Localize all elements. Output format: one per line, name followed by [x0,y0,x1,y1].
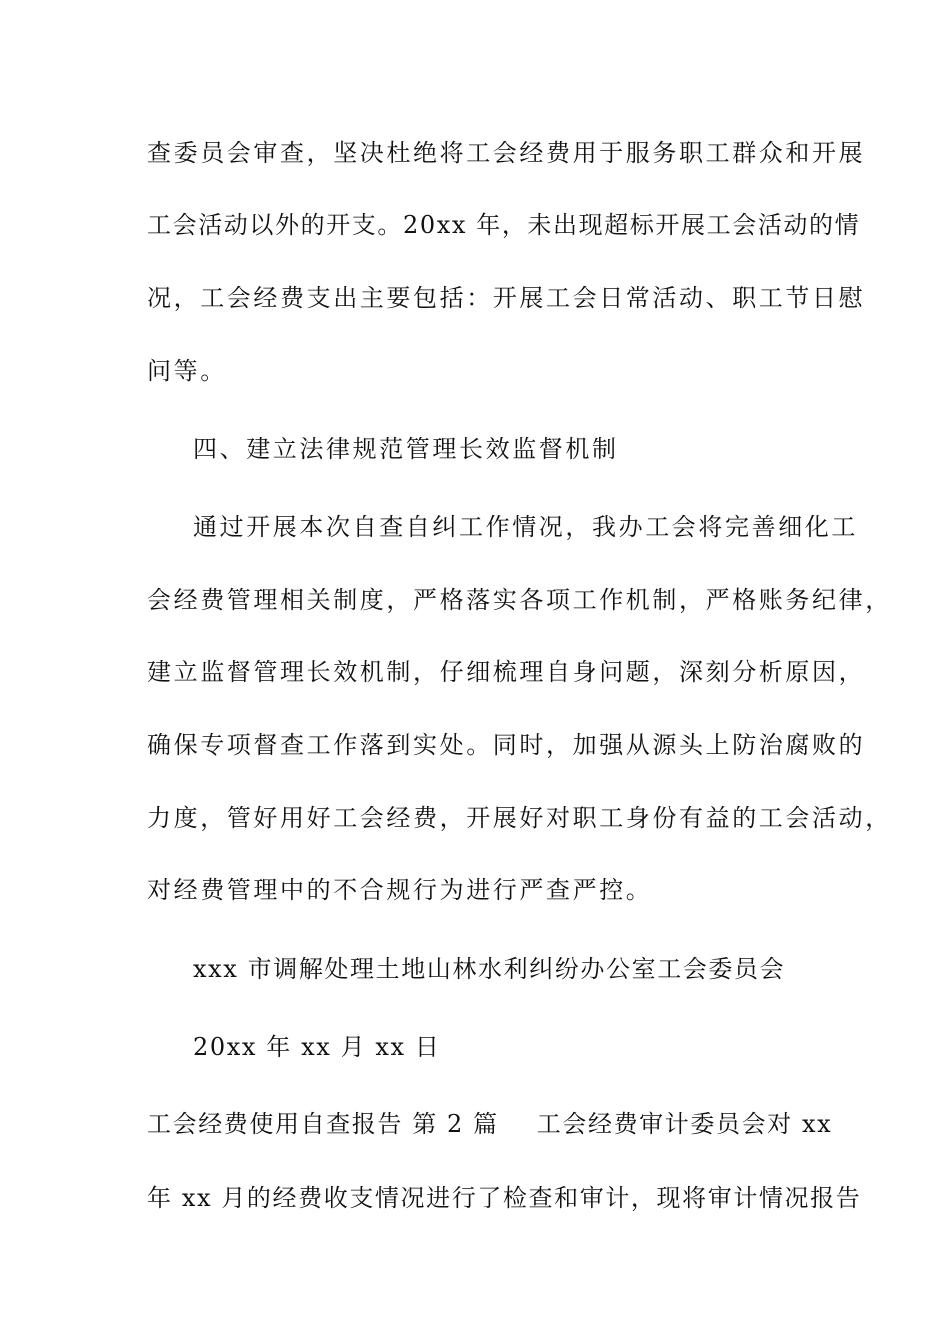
paragraph-line: 力度，管好用好工会经费，开展好对职工身份有益的工会活动， [147,804,892,832]
paragraph-line: 对经费管理中的不合规行为进行严查严控。 [147,876,653,904]
article-title: 工会经费使用自查报告 第 2 篇 [147,1110,499,1138]
section-heading: 四、建立法律规范管理长效监督机制 [193,435,619,463]
paragraph-line: 通过开展本次自查自纠工作情况，我办工会将完善细化工 [193,513,858,541]
paragraph-line: 年 xx 月的经费收支情况进行了检查和审计，现将审计情况报告 [147,1184,862,1212]
paragraph-line: 问等。 [147,357,227,385]
paragraph-line: 工会活动以外的开支。20xx 年，未出现超标开展工会活动的情 [147,211,861,239]
paragraph-line: 会经费管理相关制度，严格落实各项工作机制，严格账务纪律， [147,586,892,614]
article-first-line: 工会经费审计委员会对 xx [536,1110,833,1138]
paragraph-line: 建立监督管理长效机制，仔细梳理自身问题，深刻分析原因， [147,658,866,686]
paragraph-line: 确保专项督查工作落到实处。同时，加强从源头上防治腐败的 [147,731,866,759]
paragraph-line: 查委员会审查，坚决杜绝将工会经费用于服务职工群众和开展 [147,139,866,167]
paragraph-line: 况，工会经费支出主要包括：开展工会日常活动、职工节日慰 [147,284,866,312]
signature-organization: xxx 市调解处理土地山林水利纠纷办公室工会委员会 [193,955,786,983]
signature-date: 20xx 年 xx 月 xx 日 [193,1033,441,1061]
article-title-line [147,1108,833,1140]
